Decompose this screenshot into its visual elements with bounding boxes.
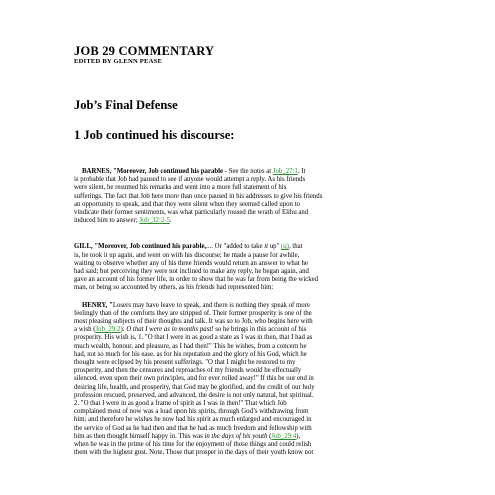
henry-line: 2. "O that I were in as good a frame of spirit as I was in then!" That which Job	[74, 400, 287, 408]
henry-line: profession rescued, preserved, and advanced, the desire is not only natural, but spiritual.	[74, 391, 314, 399]
henry-line: thought were eclipsed by his present sufferings. "O that I might be restored to my	[74, 359, 296, 367]
henry-text: ):	[120, 326, 127, 334]
gill-line: man, or being so accounted by others, as his friends had represented him:	[74, 284, 274, 292]
henry-line: feelingly than of the comforts they are stripped of. Their former prosperity is one of the	[74, 309, 312, 317]
henry-line: silenced, even upon their own principles, and for ever rolled away!" If this be our end in	[74, 375, 314, 383]
gill-line: gave an account of his former life, in order to show that he was far from being the wicked	[74, 276, 319, 284]
henry-text: ),	[296, 432, 301, 440]
henry-line: had, not so much for his ease, as for his reputation and the glory of his God, which he	[74, 350, 307, 358]
henry-text: a wish (	[74, 326, 96, 334]
barnes-line: is probable that Job had paused to see if anyone would attempt a reply. As his friends	[74, 176, 306, 184]
gill-text: .... Or "added to take	[206, 243, 265, 251]
gill-text-italic: it	[264, 243, 269, 251]
henry-line: most pleasing subjects of their thoughts and talk. It was so to Job, who begins here with	[74, 318, 313, 326]
scripture-link-job-32-2-5[interactable]: Job_32:2-5	[139, 217, 170, 225]
henry-text: Losers may have leave to speak, and there is nothing they speak of more	[112, 301, 310, 309]
henry-line: him; and therefore he wishes he now had his spirit as much enlarged and encouraged in	[74, 416, 312, 424]
section-heading: Job’s Final Defense	[74, 98, 178, 112]
henry-text-italic: in the days of his youth	[204, 432, 268, 440]
barnes-line: induced him to answer;	[74, 217, 140, 225]
henry-line: much wealth, honour, and pleasure, as I had then!" This he wishes, from a concern he	[74, 342, 307, 350]
scripture-link-job-29-2[interactable]: Job_29:2	[95, 326, 121, 334]
gill-line: is, he took it up again, and went on with his discourse; he made a pause for awhile,	[74, 251, 300, 259]
barnes-line: were silent, he resumed his remarks and went into a more full statement of his	[74, 184, 287, 192]
henry-text: (	[267, 432, 272, 440]
barnes-line: vindicate their former sentiments, was what particularly roused the wrath of Elihu and	[74, 209, 309, 217]
gill-line: had said; but perceiving they were not inclined to make any reply, he began again, and	[74, 268, 309, 276]
henry-text: him as then thought himself happy in. This was	[74, 432, 205, 440]
henry-line: complained most of now was a load upon his spirits, through God’s withdrawing from	[74, 408, 309, 416]
gill-text: up"	[268, 243, 282, 251]
gill-line: waiting to observe whether any of his three friends would return an answer to what he	[74, 259, 308, 267]
barnes-text: . It	[297, 168, 306, 175]
gill-paragraph	[74, 243, 426, 292]
scripture-link-job-27-1[interactable]: Job_27:1	[272, 168, 298, 175]
document-page	[74, 44, 426, 458]
henry-paragraph	[74, 302, 426, 458]
henry-line: desiring life, health, and prosperity, that God may be glorified, and the credit of our holy	[74, 383, 315, 391]
document-title: JOB 29 COMMENTARY	[74, 44, 215, 58]
henry-line: prosperity. His wish is, 1. "O that I were in as good a state as I was in then, that I had as	[74, 334, 313, 342]
barnes-lead: BARNES, "Moreover, Job continued his parable	[82, 168, 224, 175]
barnes-paragraph	[74, 168, 426, 225]
henry-text: so he brings in this account of his	[213, 326, 307, 334]
barnes-line: sufferings. The fact that Job here more than once paused in his addresses to give his friends	[74, 192, 323, 200]
henry-line: the service of God as he had then and that he had as much freedom and fellowship with	[74, 424, 312, 432]
barnes-text: - See the notes at	[223, 168, 273, 175]
gill-lead: GILL, "Moreover, Job continued his parable,	[74, 243, 207, 251]
verse-heading: 1 Job continued his discourse:	[74, 128, 235, 142]
henry-line: prosperity, and then the censures and reproaches of my friends would be effectually	[74, 367, 302, 375]
gill-text: , that	[288, 243, 303, 251]
henry-line: them with the highest gust. Note, Those that prosper in the days of their youth know not	[74, 449, 314, 457]
henry-text-italic: O that I were as in months past!	[126, 326, 214, 334]
henry-lead: HENRY, "	[82, 301, 113, 309]
henry-line: when he was in the prime of his time for the enjoyment of those things and could relish	[74, 441, 312, 449]
scripture-link-job-29-4[interactable]: Job_29:4	[271, 432, 297, 440]
footnote-link-q[interactable]: (q)	[281, 243, 289, 251]
editor-credit: EDITED BY GLENN PEASE	[74, 58, 163, 65]
barnes-text: .	[169, 217, 172, 225]
barnes-line: an opportunity to speak, and that they were silent when they seemed called upon to	[74, 200, 300, 208]
